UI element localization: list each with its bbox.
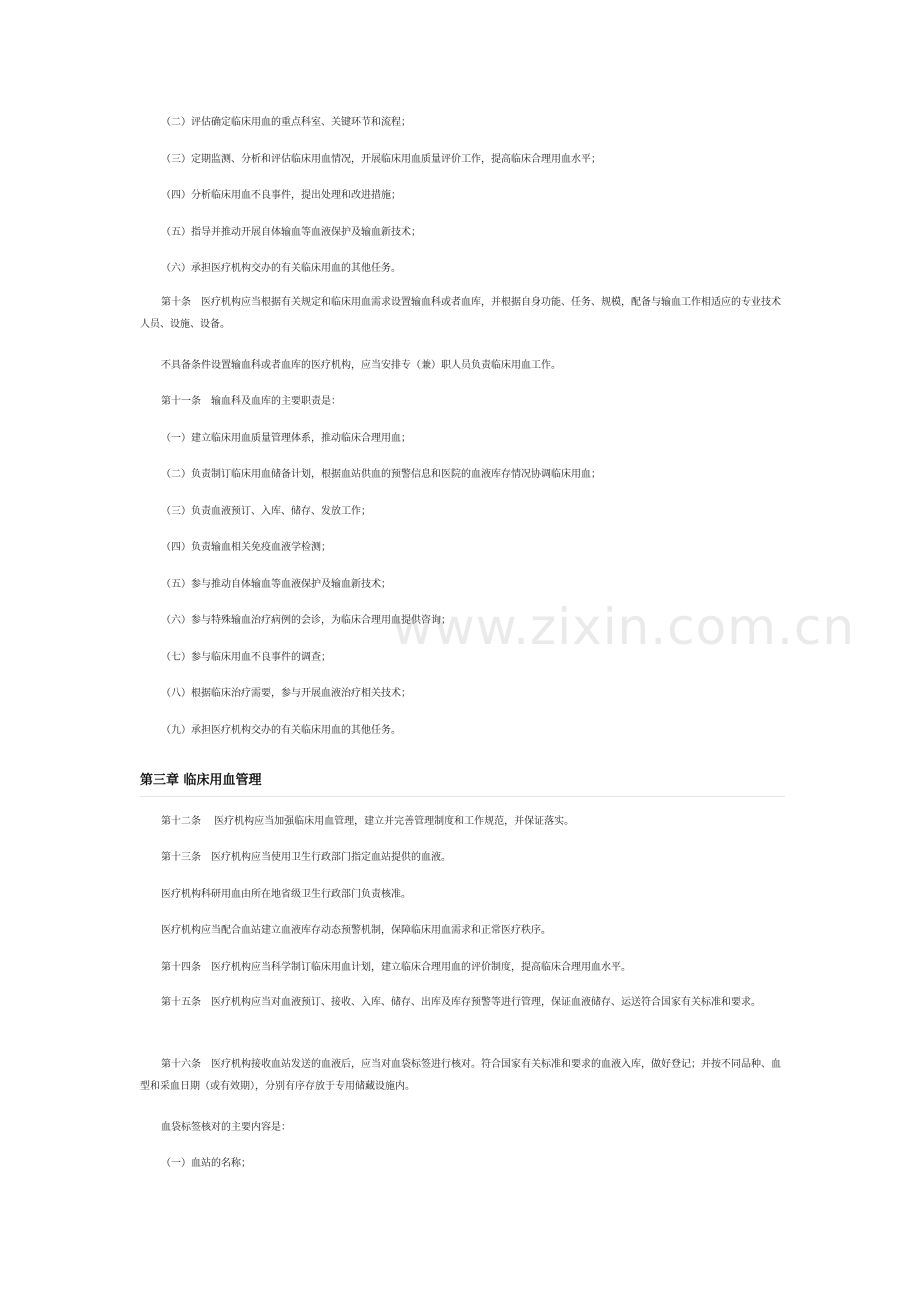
duty-item-7: （七）参与临床用血不良事件的调查； <box>161 652 331 663</box>
paragraph-item-3: （三）定期监测、分析和评估临床用血情况，开展临床用血质量评价工作，提高临床合理用血水平； <box>161 154 601 165</box>
article-15: 第十五条 医疗机构应当对血液预订、接收、入库、储存、出库及库存预警等进行管理，保证血液储存、运送符合国家有关标准和要求。 <box>161 997 761 1008</box>
watermark: www.zixin.com.cn <box>392 598 856 656</box>
label-check-item-1: （一）血站的名称； <box>161 1158 251 1169</box>
article-10: 第十条 医疗机构应当根据有关规定和临床用血需求设置输血科或者血库，并根据自身功能、任务、规模，配备与输血工作相适应的专业技术人员、设施、设备。 <box>140 297 781 330</box>
article-12: 第十二条 医疗机构应当加强临床用血管理，建立并完善管理制度和工作规范，并保证落实。 <box>161 816 575 827</box>
paragraph-item-2: （二）评估确定临床用血的重点科室、关键环节和流程； <box>161 117 411 128</box>
duty-item-6: （六）参与特殊输血治疗病例的会诊，为临床合理用血提供咨询； <box>161 615 451 626</box>
duty-item-8: （八）根据临床治疗需要，参与开展血液治疗相关技术； <box>161 688 411 699</box>
duty-item-2: （二）负责制订临床用血储备计划，根据血站供血的预警信息和医院的血液库存情况协调临床用血； <box>161 469 601 480</box>
duty-item-3: （三）负责血液预订、入库、储存、发放工作； <box>161 506 371 517</box>
article-13: 第十三条 医疗机构应当使用卫生行政部门指定血站提供的血液。 <box>161 852 451 863</box>
label-check-intro: 血袋标签核对的主要内容是： <box>161 1122 291 1133</box>
article-16: 第十六条 医疗机构接收血站发送的血液后，应当对血袋标签进行核对。符合国家有关标准和要求的血液入库，做好登记；并按不同品种、血型和采血日期（或有效期），分别有序存放于专用储藏设施内。 <box>140 1059 781 1092</box>
paragraph-item-6: （六）承担医疗机构交办的有关临床用血的其他任务。 <box>161 263 401 274</box>
duty-item-5: （五）参与推动自体输血等血液保护及输血新技术； <box>161 579 391 590</box>
article-11: 第十一条 输血科及血库的主要职责是： <box>161 396 341 407</box>
duty-item-1: （一）建立临床用血质量管理体系，推动临床合理用血； <box>161 433 411 444</box>
paragraph-item-5: （五）指导并推动开展自体输血等血液保护及输血新技术； <box>161 227 421 238</box>
duty-item-9: （九）承担医疗机构交办的有关临床用血的其他任务。 <box>161 725 401 736</box>
article-10-note: 不具备条件设置输血科或者血库的医疗机构，应当安排专（兼）职人员负责临床用血工作。 <box>161 360 561 371</box>
article-14: 第十四条 医疗机构应当科学制订临床用血计划，建立临床合理用血的评价制度，提高临床合理用血水平。 <box>161 962 631 973</box>
article-13-note-1: 医疗机构科研用血由所在地省级卫生行政部门负责核准。 <box>161 889 411 900</box>
duty-item-4: （四）负责输血相关免疫血液学检测； <box>161 542 331 553</box>
paragraph-item-4: （四）分析临床用血不良事件，提出处理和改进措施； <box>161 190 401 201</box>
article-13-note-2: 医疗机构应当配合血站建立血液库存动态预警机制，保障临床用血需求和正常医疗秩序。 <box>161 925 551 936</box>
heading-divider <box>140 796 785 797</box>
chapter-heading: 第三章 临床用血管理 <box>140 773 262 788</box>
